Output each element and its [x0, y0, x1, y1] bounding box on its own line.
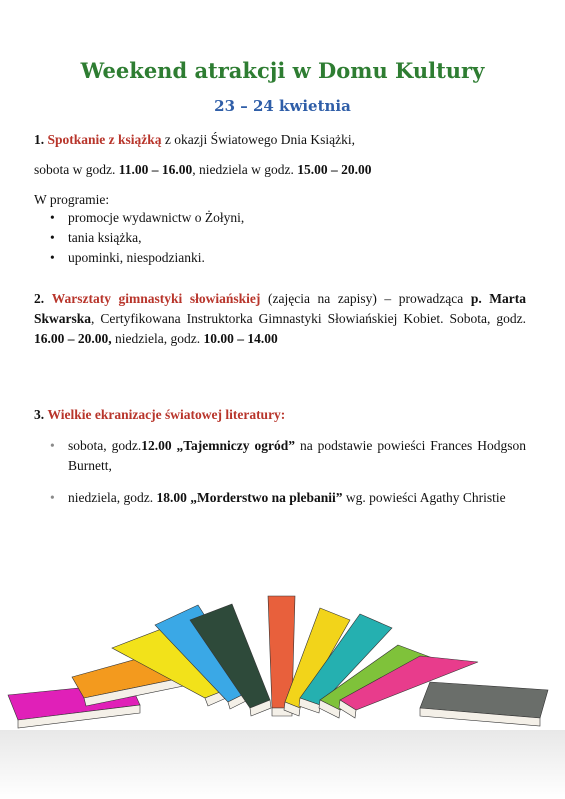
schedule-text: , niedziela w godz.	[192, 162, 298, 177]
section2-time: 16.00 – 20.00,	[34, 331, 112, 346]
section2-text: , Certyfikowana Instruktorka Gimnastyki Słowiańskiej Kobiet. Sobota, godz.	[91, 311, 526, 326]
list-item	[50, 436, 526, 476]
screening-text: na podstawie powieści Frances Hodgson Burnett,	[68, 438, 526, 473]
section1-schedule	[34, 160, 526, 180]
section1-heading-rest: z okazji Światowego Dnia Książki,	[161, 132, 355, 147]
program-list	[50, 208, 520, 268]
list-item	[50, 488, 526, 508]
list-item-text: promocje wydawnictw o Żołyni,	[68, 210, 245, 225]
schedule-time: 11.00 – 16.00	[118, 162, 193, 177]
program-label: W programie:	[34, 192, 110, 207]
list-item	[50, 208, 520, 228]
section2-number: 2.	[34, 291, 45, 306]
list-item-text: upominki, niespodzianki.	[68, 250, 205, 265]
section2-text: niedziela, godz.	[111, 331, 204, 346]
screening-text: wg. powieści Agathy Christie	[342, 490, 506, 505]
list-item-text: tania książka,	[68, 230, 142, 245]
screening-title: 12.00 „Tajemniczy ogród”	[141, 438, 295, 453]
book-gray	[420, 682, 548, 726]
section1-heading-line	[34, 130, 526, 150]
floor-reflection	[0, 730, 565, 799]
bullet-icon: •	[50, 230, 55, 245]
section3-number: 3.	[34, 407, 45, 422]
screening-text: niedziela, godz.	[68, 490, 157, 505]
instructor-name: p. Marta Skwarska	[34, 291, 527, 326]
bullet-icon: •	[50, 250, 55, 265]
books-illustration	[0, 580, 565, 799]
section2-paragraph	[34, 289, 526, 349]
section1-number: 1.	[34, 132, 45, 147]
section3-heading: Wielkie ekranizacje światowej literatury:	[47, 407, 286, 422]
section2-heading: Warsztaty gimnastyki słowiańskiej	[51, 291, 261, 306]
section2-time: 10.00 – 14.00	[203, 331, 278, 346]
screening-text: sobota, godz.	[68, 438, 142, 453]
bullet-icon: •	[50, 438, 55, 453]
screening-title: 18.00 „Morderstwo na plebanii”	[156, 490, 343, 505]
section1-heading: Spotkanie z książką	[47, 132, 162, 147]
schedule-text: sobota w godz.	[34, 162, 119, 177]
bullet-icon: •	[50, 490, 55, 505]
event-date: 23 – 24 kwietnia	[214, 97, 351, 115]
section3-heading-line	[34, 405, 526, 425]
page-title: Weekend atrakcji w Domu Kultury	[80, 58, 485, 83]
list-item	[50, 248, 520, 268]
list-item	[50, 228, 520, 248]
bullet-icon: •	[50, 210, 55, 225]
section2-text: (zajęcia na zapisy) – prowadząca	[260, 291, 471, 306]
screening-list	[50, 436, 526, 508]
schedule-time: 15.00 – 20.00	[297, 162, 372, 177]
